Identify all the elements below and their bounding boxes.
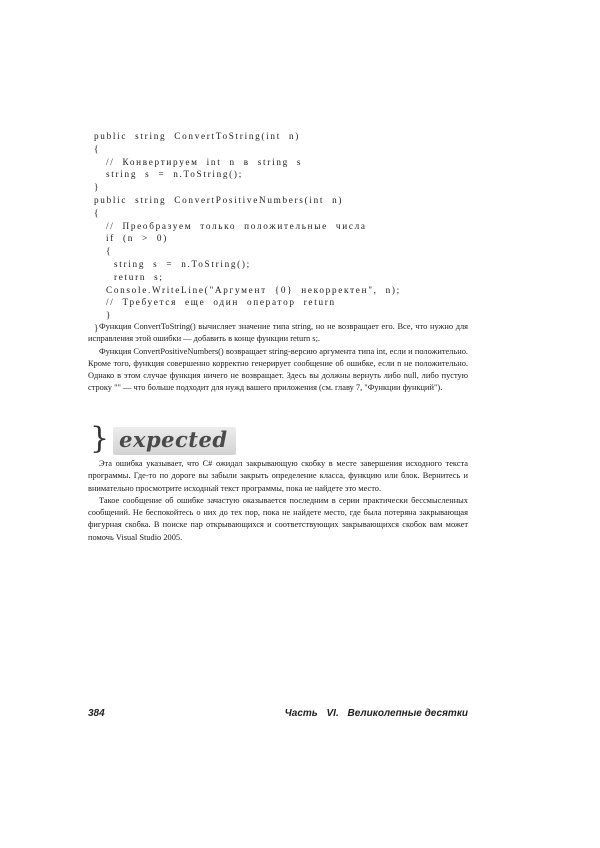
code-line: { bbox=[94, 207, 101, 218]
code-line: Console.WriteLine("Аргумент {0} некорректен", n); bbox=[94, 284, 401, 295]
heading-title: expected bbox=[113, 427, 235, 455]
paragraph: Эта ошибка указывает, что C# ожидал закрывающую скобку в месте завершения исходного текста программы. Где-то по дороге вы забыли закрыть определение класса, функцию или блок. Вернитесь и внимательно просмотрите исходный текст программы, пока не найдете это место. bbox=[88, 459, 468, 493]
code-listing bbox=[94, 130, 494, 335]
code-line: } bbox=[94, 182, 101, 193]
paragraph: Функция ConvertToString() вычисляет значение типа string, но не возвращает его. Все, что нужно для исправления этой ошибки — добавить в конце функции return s;. bbox=[88, 322, 468, 344]
page-number: 384 bbox=[88, 708, 105, 719]
code-line: return s; bbox=[94, 271, 164, 282]
section-heading bbox=[90, 421, 236, 458]
paragraph: Функция ConvertPositiveNumbers() возвращает string-версию аргумента типа int, если и положительно. Кроме того, функция совершенно корректно генерирует сообщение об ошибке, если n не положительно. Однако в этом случае функция ничего не возвращает. Здесь вы должны вернуть либо null, либо пустую строку "" — что больше подходит для нужд вашего приложения (см. главу 7, "Функции функций"). bbox=[88, 346, 468, 393]
code-line: // Преобразуем только положительные числа bbox=[94, 220, 367, 231]
part-title: Великолепные десятки bbox=[347, 708, 468, 719]
brace-glyph: } bbox=[90, 421, 110, 456]
code-line: // Требуется еще один оператор return bbox=[94, 297, 336, 308]
code-line: string s = n.ToString(); bbox=[94, 169, 243, 180]
paragraph: Такое сообщение об ошибке зачастую оказывается последним в серии практически бессмысленных сообщений. Не беспокойтесь о них до тех пор, пока не найдете место, где была потеряна закрывающая фигурная скобка. В поиске пар открывающихся и соответствующих закрывающихся скобок вам может помочь Visual Studio 2005. bbox=[88, 495, 468, 542]
body-text-1 bbox=[88, 321, 468, 395]
code-line: public string ConvertPositiveNumbers(int n) bbox=[94, 194, 344, 205]
code-line: { bbox=[94, 143, 101, 154]
part-number: VI. bbox=[326, 708, 339, 719]
page-footer bbox=[88, 708, 468, 719]
body-text-2 bbox=[88, 458, 468, 544]
code-line: } bbox=[94, 322, 101, 333]
code-line: } bbox=[94, 310, 113, 321]
code-line: string s = n.ToString(); bbox=[94, 258, 251, 269]
code-line: if (n > 0) bbox=[94, 233, 168, 244]
part-label: Часть bbox=[284, 708, 318, 719]
running-title bbox=[279, 708, 468, 719]
code-line: // Конвертируем int n в string s bbox=[94, 156, 303, 167]
code-line: public string ConvertToString(int n) bbox=[94, 131, 301, 141]
code-line: { bbox=[94, 246, 113, 257]
